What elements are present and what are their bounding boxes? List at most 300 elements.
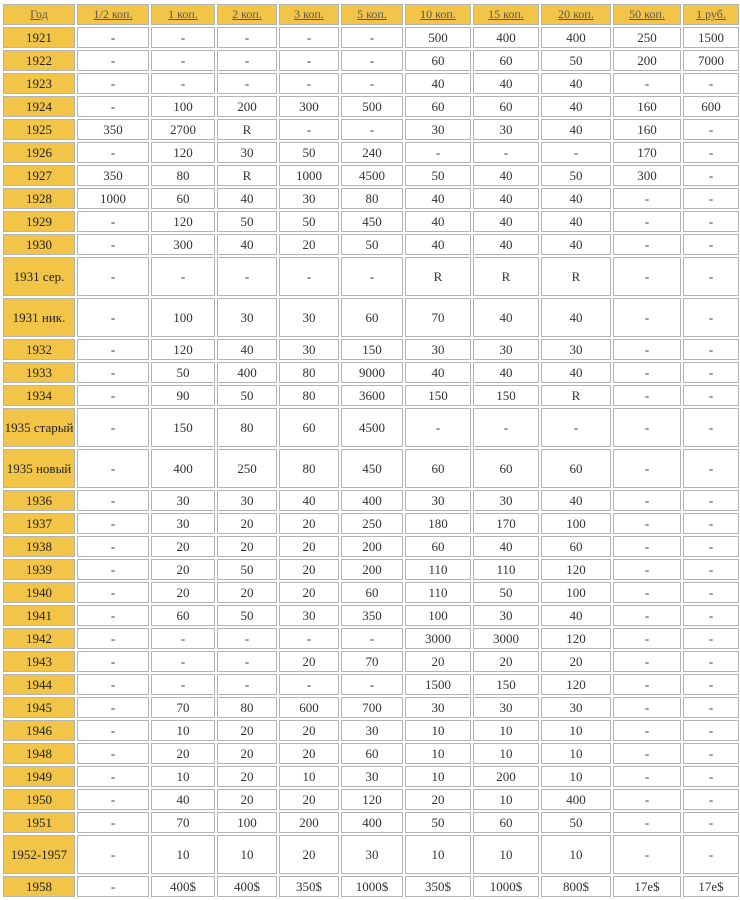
price-cell: 10 <box>473 720 539 741</box>
price-cell: 120 <box>541 559 611 580</box>
table-row <box>3 165 739 186</box>
price-cell: - <box>683 188 739 209</box>
price-cell: 40 <box>405 362 471 383</box>
price-cell: - <box>77 651 149 672</box>
price-cell: 20 <box>217 536 277 557</box>
table-row <box>3 385 739 406</box>
price-cell: 60 <box>405 449 471 488</box>
table-row <box>3 362 739 383</box>
price-cell: - <box>217 674 277 695</box>
price-cell: 2700 <box>151 119 215 140</box>
table-row <box>3 408 739 447</box>
price-cell: 450 <box>341 449 403 488</box>
price-cell: 100 <box>151 96 215 117</box>
coin-price-table <box>1 2 740 899</box>
price-cell: - <box>613 789 681 810</box>
table-row <box>3 339 739 360</box>
price-cell: 30 <box>341 766 403 787</box>
price-cell: 120 <box>541 628 611 649</box>
price-cell: 400 <box>473 27 539 48</box>
price-cell: 60 <box>151 188 215 209</box>
price-cell: 160 <box>613 119 681 140</box>
price-cell: - <box>217 73 277 94</box>
price-cell: 10 <box>541 743 611 764</box>
year-cell: 1937 <box>3 513 75 534</box>
price-cell: 60 <box>341 582 403 603</box>
price-cell: 60 <box>405 50 471 71</box>
price-cell: 450 <box>341 211 403 232</box>
table-body <box>3 27 739 897</box>
price-cell: - <box>683 605 739 626</box>
price-cell: - <box>613 385 681 406</box>
price-cell: 40 <box>541 490 611 511</box>
year-cell: 1958 <box>3 876 75 897</box>
price-cell: - <box>473 408 539 447</box>
year-cell: 1938 <box>3 536 75 557</box>
year-cell: 1945 <box>3 697 75 718</box>
price-cell: - <box>683 234 739 255</box>
price-cell: 60 <box>541 536 611 557</box>
table-row <box>3 211 739 232</box>
price-cell: 50 <box>279 142 339 163</box>
price-cell: 40 <box>541 211 611 232</box>
price-cell: 150 <box>405 385 471 406</box>
price-cell: - <box>279 27 339 48</box>
price-cell: 20 <box>279 513 339 534</box>
price-cell: 60 <box>405 536 471 557</box>
price-cell: 40 <box>217 339 277 360</box>
price-cell: - <box>279 628 339 649</box>
price-cell: 40 <box>541 119 611 140</box>
table-row <box>3 628 739 649</box>
year-cell: 1932 <box>3 339 75 360</box>
price-cell: - <box>77 628 149 649</box>
price-cell: - <box>77 339 149 360</box>
price-cell: - <box>341 50 403 71</box>
table-row <box>3 536 739 557</box>
price-cell: 500 <box>405 27 471 48</box>
price-cell: 50 <box>279 211 339 232</box>
year-cell: 1949 <box>3 766 75 787</box>
price-cell: - <box>613 766 681 787</box>
year-cell: 1940 <box>3 582 75 603</box>
price-cell: - <box>683 257 739 296</box>
price-cell: - <box>613 582 681 603</box>
price-cell: 1000 <box>77 188 149 209</box>
price-cell: 40 <box>541 362 611 383</box>
price-cell: - <box>683 298 739 337</box>
price-cell: - <box>279 674 339 695</box>
year-cell: 1935 старый <box>3 408 75 447</box>
price-cell: 3000 <box>405 628 471 649</box>
price-cell: - <box>77 73 149 94</box>
price-cell: 1000$ <box>473 876 539 897</box>
year-cell: 1928 <box>3 188 75 209</box>
price-cell: 400 <box>341 812 403 833</box>
price-cell: - <box>613 651 681 672</box>
price-cell: - <box>683 812 739 833</box>
price-cell: 30 <box>405 490 471 511</box>
table-row <box>3 513 739 534</box>
price-cell: - <box>683 408 739 447</box>
price-cell: 20 <box>217 513 277 534</box>
year-cell: 1951 <box>3 812 75 833</box>
price-cell: 20 <box>541 651 611 672</box>
price-cell: 80 <box>341 188 403 209</box>
price-cell: 30 <box>279 605 339 626</box>
price-cell: 20 <box>217 789 277 810</box>
table-header <box>3 4 739 25</box>
price-cell: 240 <box>341 142 403 163</box>
year-cell: 1927 <box>3 165 75 186</box>
price-cell: 150 <box>473 674 539 695</box>
price-cell: - <box>77 513 149 534</box>
price-cell: 300 <box>613 165 681 186</box>
price-cell: 20 <box>279 743 339 764</box>
year-cell: 1935 новый <box>3 449 75 488</box>
price-cell: 30 <box>541 697 611 718</box>
price-cell: 10 <box>473 743 539 764</box>
price-cell: 600 <box>279 697 339 718</box>
price-cell: 200 <box>473 766 539 787</box>
price-cell: 10 <box>405 835 471 874</box>
column-header[interactable]: 1/2 коп. <box>77 4 149 25</box>
price-cell: 70 <box>405 298 471 337</box>
price-cell: - <box>341 257 403 296</box>
price-cell: - <box>151 628 215 649</box>
price-cell: - <box>613 835 681 874</box>
price-cell: - <box>613 812 681 833</box>
price-cell: - <box>683 559 739 580</box>
year-cell: 1925 <box>3 119 75 140</box>
price-cell: 700 <box>341 697 403 718</box>
price-cell: - <box>77 789 149 810</box>
price-cell: - <box>473 142 539 163</box>
price-cell: 30 <box>341 720 403 741</box>
price-cell: 200 <box>279 812 339 833</box>
price-cell: 30 <box>541 339 611 360</box>
price-cell: - <box>683 835 739 874</box>
table-row <box>3 766 739 787</box>
price-cell: 600 <box>683 96 739 117</box>
price-cell: 80 <box>151 165 215 186</box>
table-row <box>3 298 739 337</box>
price-cell: 20 <box>279 536 339 557</box>
price-cell: - <box>683 362 739 383</box>
price-cell: 20 <box>279 234 339 255</box>
price-cell: - <box>683 339 739 360</box>
table-row <box>3 188 739 209</box>
price-cell: - <box>613 234 681 255</box>
price-cell: 20 <box>217 720 277 741</box>
price-cell: - <box>77 697 149 718</box>
price-cell: - <box>613 449 681 488</box>
column-header[interactable]: 1 руб. <box>683 4 739 25</box>
price-cell: 20 <box>405 651 471 672</box>
price-cell: R <box>473 257 539 296</box>
price-cell: 3000 <box>473 628 539 649</box>
price-cell: 60 <box>341 298 403 337</box>
price-cell: 80 <box>217 697 277 718</box>
price-cell: - <box>683 119 739 140</box>
price-cell: 200 <box>217 96 277 117</box>
price-cell: 20 <box>279 559 339 580</box>
price-cell: 50 <box>405 165 471 186</box>
price-cell: 250 <box>613 27 681 48</box>
price-cell: 400$ <box>151 876 215 897</box>
price-cell: 30 <box>279 188 339 209</box>
table-row <box>3 96 739 117</box>
price-cell: - <box>77 743 149 764</box>
price-cell: 150 <box>341 339 403 360</box>
table-row <box>3 50 739 71</box>
price-cell: - <box>77 605 149 626</box>
price-cell: 60 <box>541 449 611 488</box>
price-cell: - <box>613 628 681 649</box>
price-cell: 40 <box>473 73 539 94</box>
price-cell: 30 <box>217 298 277 337</box>
price-cell: - <box>613 513 681 534</box>
price-cell: 60 <box>473 449 539 488</box>
column-header[interactable]: 10 коп. <box>405 4 471 25</box>
column-header[interactable]: 50 коп. <box>613 4 681 25</box>
price-cell: 50 <box>341 234 403 255</box>
price-cell: 60 <box>279 408 339 447</box>
year-cell: 1933 <box>3 362 75 383</box>
price-cell: 60 <box>151 605 215 626</box>
column-header[interactable]: 5 коп. <box>341 4 403 25</box>
price-cell: 40 <box>473 165 539 186</box>
year-cell: 1944 <box>3 674 75 695</box>
price-cell: - <box>541 142 611 163</box>
price-cell: - <box>341 27 403 48</box>
price-cell: R <box>217 119 277 140</box>
column-header[interactable]: 20 коп. <box>541 4 611 25</box>
year-cell: 1950 <box>3 789 75 810</box>
price-cell: 3600 <box>341 385 403 406</box>
price-cell: 70 <box>151 812 215 833</box>
table-row <box>3 73 739 94</box>
price-cell: - <box>613 720 681 741</box>
price-cell: - <box>77 720 149 741</box>
table-row <box>3 697 739 718</box>
price-cell: - <box>683 490 739 511</box>
price-cell: 7000 <box>683 50 739 71</box>
price-cell: 100 <box>405 605 471 626</box>
price-cell: 120 <box>151 142 215 163</box>
price-cell: - <box>77 385 149 406</box>
price-cell: - <box>77 211 149 232</box>
price-cell: R <box>541 257 611 296</box>
price-cell: 150 <box>473 385 539 406</box>
price-cell: 10 <box>541 720 611 741</box>
price-cell: - <box>151 674 215 695</box>
price-cell: 100 <box>151 298 215 337</box>
price-cell: 110 <box>473 559 539 580</box>
price-cell: 20 <box>217 743 277 764</box>
price-cell: 80 <box>279 385 339 406</box>
table-row <box>3 812 739 833</box>
price-cell: 30 <box>217 142 277 163</box>
price-cell: - <box>683 211 739 232</box>
price-cell: - <box>77 234 149 255</box>
year-cell: 1922 <box>3 50 75 71</box>
price-cell: 20 <box>217 766 277 787</box>
price-cell: 40 <box>473 536 539 557</box>
price-cell: - <box>77 812 149 833</box>
price-cell: 170 <box>473 513 539 534</box>
year-cell: 1948 <box>3 743 75 764</box>
price-cell: - <box>151 257 215 296</box>
price-cell: - <box>683 513 739 534</box>
price-cell: 400 <box>541 789 611 810</box>
price-cell: - <box>613 298 681 337</box>
price-cell: 350 <box>341 605 403 626</box>
price-cell: 30 <box>473 339 539 360</box>
price-cell: 30 <box>473 697 539 718</box>
price-cell: 30 <box>405 339 471 360</box>
price-cell: 50 <box>541 50 611 71</box>
price-cell: 50 <box>541 812 611 833</box>
price-cell: 20 <box>279 789 339 810</box>
price-cell: 100 <box>217 812 277 833</box>
price-cell: 10 <box>405 766 471 787</box>
price-cell: - <box>683 651 739 672</box>
price-cell: - <box>77 50 149 71</box>
year-cell: 1942 <box>3 628 75 649</box>
price-cell: 170 <box>613 142 681 163</box>
price-cell: - <box>77 449 149 488</box>
table-row <box>3 119 739 140</box>
price-cell: 60 <box>473 96 539 117</box>
price-cell: 180 <box>405 513 471 534</box>
year-cell: 1934 <box>3 385 75 406</box>
price-cell: - <box>613 211 681 232</box>
year-cell: 1939 <box>3 559 75 580</box>
price-cell: - <box>217 257 277 296</box>
price-cell: 30 <box>217 490 277 511</box>
column-header[interactable]: Год <box>3 4 75 25</box>
price-cell: 160 <box>613 96 681 117</box>
price-cell: - <box>341 73 403 94</box>
column-header[interactable]: 2 коп. <box>217 4 277 25</box>
price-cell: 40 <box>473 188 539 209</box>
price-cell: 40 <box>217 234 277 255</box>
price-cell: 90 <box>151 385 215 406</box>
column-header[interactable]: 15 коп. <box>473 4 539 25</box>
price-cell: 40 <box>473 362 539 383</box>
price-cell: - <box>683 674 739 695</box>
price-cell: - <box>77 490 149 511</box>
price-cell: 250 <box>341 513 403 534</box>
year-cell: 1952-1957 <box>3 835 75 874</box>
price-cell: - <box>77 876 149 897</box>
column-header[interactable]: 1 коп. <box>151 4 215 25</box>
year-cell: 1936 <box>3 490 75 511</box>
price-cell: 200 <box>613 50 681 71</box>
price-cell: - <box>217 628 277 649</box>
price-cell: 40 <box>279 490 339 511</box>
price-cell: 40 <box>541 188 611 209</box>
price-cell: 300 <box>151 234 215 255</box>
price-cell: - <box>683 582 739 603</box>
price-cell: 40 <box>541 96 611 117</box>
price-cell: - <box>77 766 149 787</box>
price-cell: 110 <box>405 559 471 580</box>
price-cell: - <box>405 142 471 163</box>
price-cell: 30 <box>473 490 539 511</box>
price-cell: - <box>217 50 277 71</box>
price-cell: 400 <box>541 27 611 48</box>
price-cell: 40 <box>217 188 277 209</box>
price-cell: - <box>683 789 739 810</box>
table-row <box>3 490 739 511</box>
price-cell: 10 <box>151 835 215 874</box>
price-cell: - <box>77 674 149 695</box>
price-cell: 40 <box>541 298 611 337</box>
price-cell: 10 <box>541 835 611 874</box>
price-cell: - <box>683 743 739 764</box>
price-cell: - <box>279 257 339 296</box>
price-cell: 500 <box>341 96 403 117</box>
price-cell: - <box>613 674 681 695</box>
price-cell: 10 <box>473 789 539 810</box>
price-cell: - <box>613 73 681 94</box>
price-cell: 400 <box>217 362 277 383</box>
price-cell: - <box>77 408 149 447</box>
price-cell: - <box>613 408 681 447</box>
price-cell: - <box>405 408 471 447</box>
year-cell: 1930 <box>3 234 75 255</box>
price-cell: 120 <box>541 674 611 695</box>
price-cell: R <box>217 165 277 186</box>
column-header[interactable]: 3 коп. <box>279 4 339 25</box>
price-cell: 70 <box>151 697 215 718</box>
price-cell: 120 <box>341 789 403 810</box>
price-cell: 50 <box>473 582 539 603</box>
year-cell: 1946 <box>3 720 75 741</box>
price-cell: 20 <box>151 559 215 580</box>
price-cell: 20 <box>217 582 277 603</box>
price-cell: 1500 <box>405 674 471 695</box>
price-cell: 20 <box>279 651 339 672</box>
year-cell: 1924 <box>3 96 75 117</box>
price-cell: 40 <box>473 234 539 255</box>
price-cell: 100 <box>541 513 611 534</box>
price-cell: 800$ <box>541 876 611 897</box>
price-cell: R <box>541 385 611 406</box>
price-cell: - <box>613 339 681 360</box>
price-cell: 60 <box>473 812 539 833</box>
year-cell: 1929 <box>3 211 75 232</box>
price-cell: 20 <box>279 835 339 874</box>
price-cell: - <box>613 188 681 209</box>
price-cell: 30 <box>279 298 339 337</box>
table-row <box>3 582 739 603</box>
price-cell: 100 <box>541 582 611 603</box>
price-cell: - <box>151 73 215 94</box>
price-cell: 30 <box>341 835 403 874</box>
year-cell: 1923 <box>3 73 75 94</box>
price-cell: 120 <box>151 339 215 360</box>
price-cell: 20 <box>151 582 215 603</box>
price-cell: 50 <box>217 559 277 580</box>
price-cell: 110 <box>405 582 471 603</box>
price-cell: 10 <box>151 720 215 741</box>
year-cell: 1943 <box>3 651 75 672</box>
table-row <box>3 559 739 580</box>
price-cell: - <box>279 73 339 94</box>
